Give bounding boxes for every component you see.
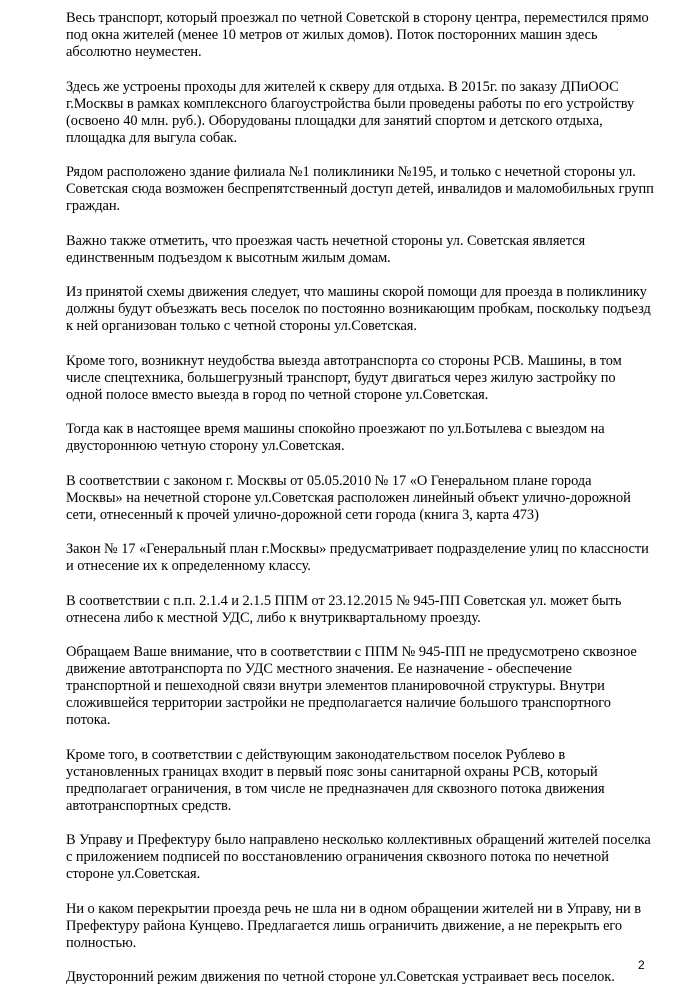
paragraph xyxy=(66,164,662,215)
paragraph xyxy=(66,233,662,267)
paragraph-line: отнесена либо к местной УДС, либо к внутриквартальному проезду. xyxy=(66,609,481,626)
paragraph-line: двустороннюю четную сторону ул.Советская. xyxy=(66,438,345,454)
paragraph-line: Обращаем Ваше внимание, что в соответствии с ППМ № 945-ПП не предусмотрено сквозное xyxy=(66,644,637,660)
paragraph xyxy=(66,284,662,335)
paragraph-line: и отнесение их к определенному классу. xyxy=(66,558,311,574)
paragraph-line: Кроме того, в соответствии с действующим законодательством поселок Рублево в xyxy=(66,746,566,763)
paragraph-line: сложившейся территории застройки не предполагается наличие большого транспортного xyxy=(66,695,611,711)
paragraph-line: автотранспортных средств. xyxy=(66,797,232,814)
page-number: 2 xyxy=(638,958,645,972)
paragraph-line: граждан. xyxy=(66,198,121,214)
paragraph-line: транспортной и пешеходной связи внутри элементов планировочной структуры. Внутри xyxy=(66,678,605,694)
paragraph-line: единственным подъездом к высотным жилым домам. xyxy=(66,249,391,266)
paragraph-line: Рядом расположено здание филиала №1 поликлиники №195, и только с нечетной стороны ул. xyxy=(66,164,636,180)
paragraph-line: абсолютно неуместен. xyxy=(66,44,202,60)
paragraph-line: Префектуру района Кунцево. Предлагается лишь ограничить движение, а не перекрыть его xyxy=(66,917,623,934)
paragraph xyxy=(66,969,662,986)
paragraph xyxy=(66,10,662,61)
paragraph-line: Кроме того, возникнут неудобства выезда автотранспорта со стороны РСВ. Машины, в том xyxy=(66,352,622,369)
paragraph-line: под окна жителей (менее 10 метров от жилых домов). Поток посторонних машин здесь xyxy=(66,27,598,43)
paragraph-line: предполагает ограничения, в том числе не предназначен для сквозного потока движения xyxy=(66,780,605,797)
paragraph-line: Весь транспорт, который проезжал по четной Советской в сторону центра, переместился прямо xyxy=(66,10,649,26)
paragraph-line: Из принятой схемы движения следует, что машины скорой помощи для проезда в поликлинику xyxy=(66,284,647,300)
paragraph xyxy=(66,541,662,575)
paragraph-line: В Управу и Префектуру было направлено несколько коллективных обращений жителей поселка xyxy=(66,832,651,848)
paragraph-line: Двусторонний режим движения по четной стороне ул.Советская устраивает весь поселок. xyxy=(66,969,615,985)
paragraph xyxy=(66,644,662,729)
paragraph-line: потока. xyxy=(66,712,111,728)
paragraph-line: (освоено 40 млн. руб.). Оборудованы площадки для занятий спортом и детского отдыха, xyxy=(66,112,603,129)
paragraph-line: одной полосе вместо выезда в город по четной стороне ул.Советская. xyxy=(66,386,489,403)
paragraph-line: числе спецтехника, большегрузный транспорт, будут двигаться через жилую застройку по xyxy=(66,369,616,386)
paragraph-line: установленных границах входит в первый пояс зоны санитарной охраны РСВ, который xyxy=(66,763,598,780)
paragraph-line: к ней организован только с четной стороны ул.Советская. xyxy=(66,318,417,334)
paragraph-line: полностью. xyxy=(66,934,137,951)
paragraph-line: площадка для выгула собак. xyxy=(66,129,238,146)
paragraph-line: В соответствии с законом г. Москвы от 05.05.2010 № 17 «О Генеральном плане города xyxy=(66,472,592,489)
paragraph-line: г.Москвы в рамках комплексного благоустройства были проведены работы по его устройству xyxy=(66,95,635,112)
paragraph xyxy=(66,79,662,147)
paragraph-line: Тогда как в настоящее время машины спокойно проезжают по ул.Ботылева с выездом на xyxy=(66,421,605,437)
paragraph-line: Важно также отметить, что проезжая часть нечетной стороны ул. Советская является xyxy=(66,232,586,249)
paragraph-line: Ни о каком перекрытии проезда речь не шла ни в одном обращении жителей ни в Управу, ни в xyxy=(66,900,641,917)
paragraph xyxy=(66,421,662,455)
paragraph-line: должны будут объезжать весь поселок по постоянно возникающим пробкам, поскольку подъезд xyxy=(66,301,651,317)
paragraph-line: с приложением подписей по восстановлению ограничения сквозного потока по нечетной xyxy=(66,849,609,865)
paragraph-line: стороне ул.Советская. xyxy=(66,866,201,882)
paragraph xyxy=(66,832,662,883)
paragraph-line: сети, отнесенный к прочей улично-дорожной сети города (книга 3, карта 473) xyxy=(66,506,539,523)
paragraph-line: движение автотранспорта по УДС местного значения. Ее назначение - обеспечение xyxy=(66,661,573,677)
paragraph-line: Советская сюда возможен беспрепятственный доступ детей, инвалидов и маломобильных групп xyxy=(66,181,654,197)
paragraph-line: Здесь же устроены проходы для жителей к скверу для отдыха. В 2015г. по заказу ДПиООС xyxy=(66,78,619,95)
document-body xyxy=(66,10,662,1004)
paragraph xyxy=(66,473,662,524)
paragraph xyxy=(66,747,662,815)
paragraph-line: Москвы» на нечетной стороне ул.Советская расположен линейный объект улично-дорожной xyxy=(66,489,631,506)
paragraph xyxy=(66,593,662,627)
paragraph-line: В соответствии с п.п. 2.1.4 и 2.1.5 ППМ от 23.12.2015 № 945-ПП Советская ул. может быть xyxy=(66,592,622,609)
paragraph xyxy=(66,353,662,404)
paragraph-line: Закон № 17 «Генеральный план г.Москвы» предусматривает подразделение улиц по классности xyxy=(66,541,649,557)
paragraph xyxy=(66,901,662,952)
